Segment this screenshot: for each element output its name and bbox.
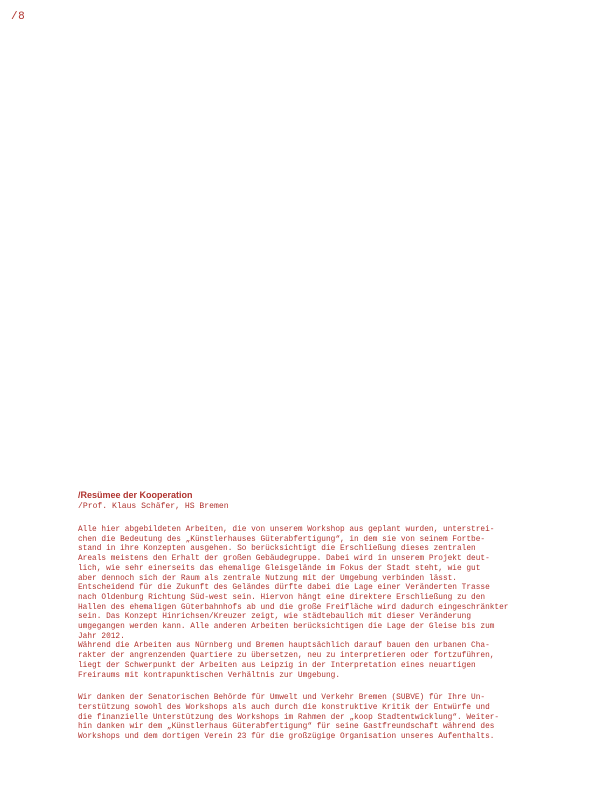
text-line: chen die Bedeutung des „Künstlerhauses Güterabfertigung“, in dem sie von seinem Fortbe- (78, 535, 486, 544)
paragraph-summary (78, 526, 530, 681)
text-line: Wir danken der Senatorischen Behörde für Umwelt und Verkehr Bremen (SUBVE) für Ihre Un- (78, 694, 486, 703)
text-line: stand in ihre Konzepten ausgehen. So berücksichtigt die Erschließung dieses zentralen (78, 545, 476, 554)
article (78, 490, 530, 756)
text-line: rakter der angrenzenden Quartiere zu übersetzen, neu zu interpretieren oder fortzuführen, (78, 652, 495, 661)
text-line: aber dennoch sich der Raum als zentrale Nutzung mit der Umgebung verbinden lässt. (78, 574, 457, 583)
text-line: nach Oldenburg Richtung Süd-west sein. Hiervon hängt eine direktere Erschließung zu den (78, 593, 486, 602)
text-line: die finanzielle Unterstützung des Workshops im Rahmen der „koop Stadtentwicklung“. Weiter- (78, 713, 500, 722)
text-line: liegt der Schwerpunkt der Arbeiten aus Leipzig in der Interpretation eines neuartigen (78, 661, 476, 670)
text-line: Workshops und dem dortigen Verein 23 für die großzügige Organisation unseres Aufenthalts. (78, 733, 495, 742)
text-line: Jahr 2012. (78, 632, 125, 641)
paragraph-acknowledgements (78, 694, 530, 743)
page-number: /8 (11, 11, 26, 23)
text-line: sein. Das Konzept Hinrichsen/Kreuzer zeigt, wie städtebaulich mit dieser Veränderung (78, 613, 472, 622)
text-line: Hallen des ehemaligen Güterbahnhofs ab und die große Freifläche wird dadurch eingeschränkter (78, 603, 509, 612)
text-line: Areals meistens den Erhalt der großen Gebäudegruppe. Dabei wird in unserem Projekt deut- (78, 555, 490, 564)
article-byline: /Prof. Klaus Schäfer, HS Bremen (78, 502, 229, 511)
text-line: lich, wie sehr einerseits das ehemalige Gleisgelände im Fokus der Stadt steht, wie gut (78, 564, 481, 573)
text-line: Freiraums mit kontrapunktischen Verhältnis zur Umgebung. (78, 671, 341, 680)
article-heading: /Resümee der Kooperation (78, 490, 193, 500)
text-line: hin danken wir dem „Künstlerhaus Güterabfertigung“ für seine Gastfreundschaft während des (78, 723, 495, 732)
text-line: Entscheidend für die Zukunft des Geländes dürfte dabei die Lage einer Veränderten Trasse (78, 584, 490, 593)
text-line: Während die Arbeiten aus Nürnberg und Bremen hauptsächlich darauf bauen den urbanen Cha- (78, 642, 490, 651)
text-line: terstützung sowohl des Workshops als auch durch die konstruktive Kritik der Entwürfe und (78, 703, 490, 712)
text-line: umgegangen werden kann. Alle anderen Arbeiten berücksichtigen die Lage der Gleise bis zum (78, 623, 495, 632)
text-line: Alle hier abgebildeten Arbeiten, die von unserem Workshop aus geplant wurden, unterstrei- (78, 526, 495, 534)
